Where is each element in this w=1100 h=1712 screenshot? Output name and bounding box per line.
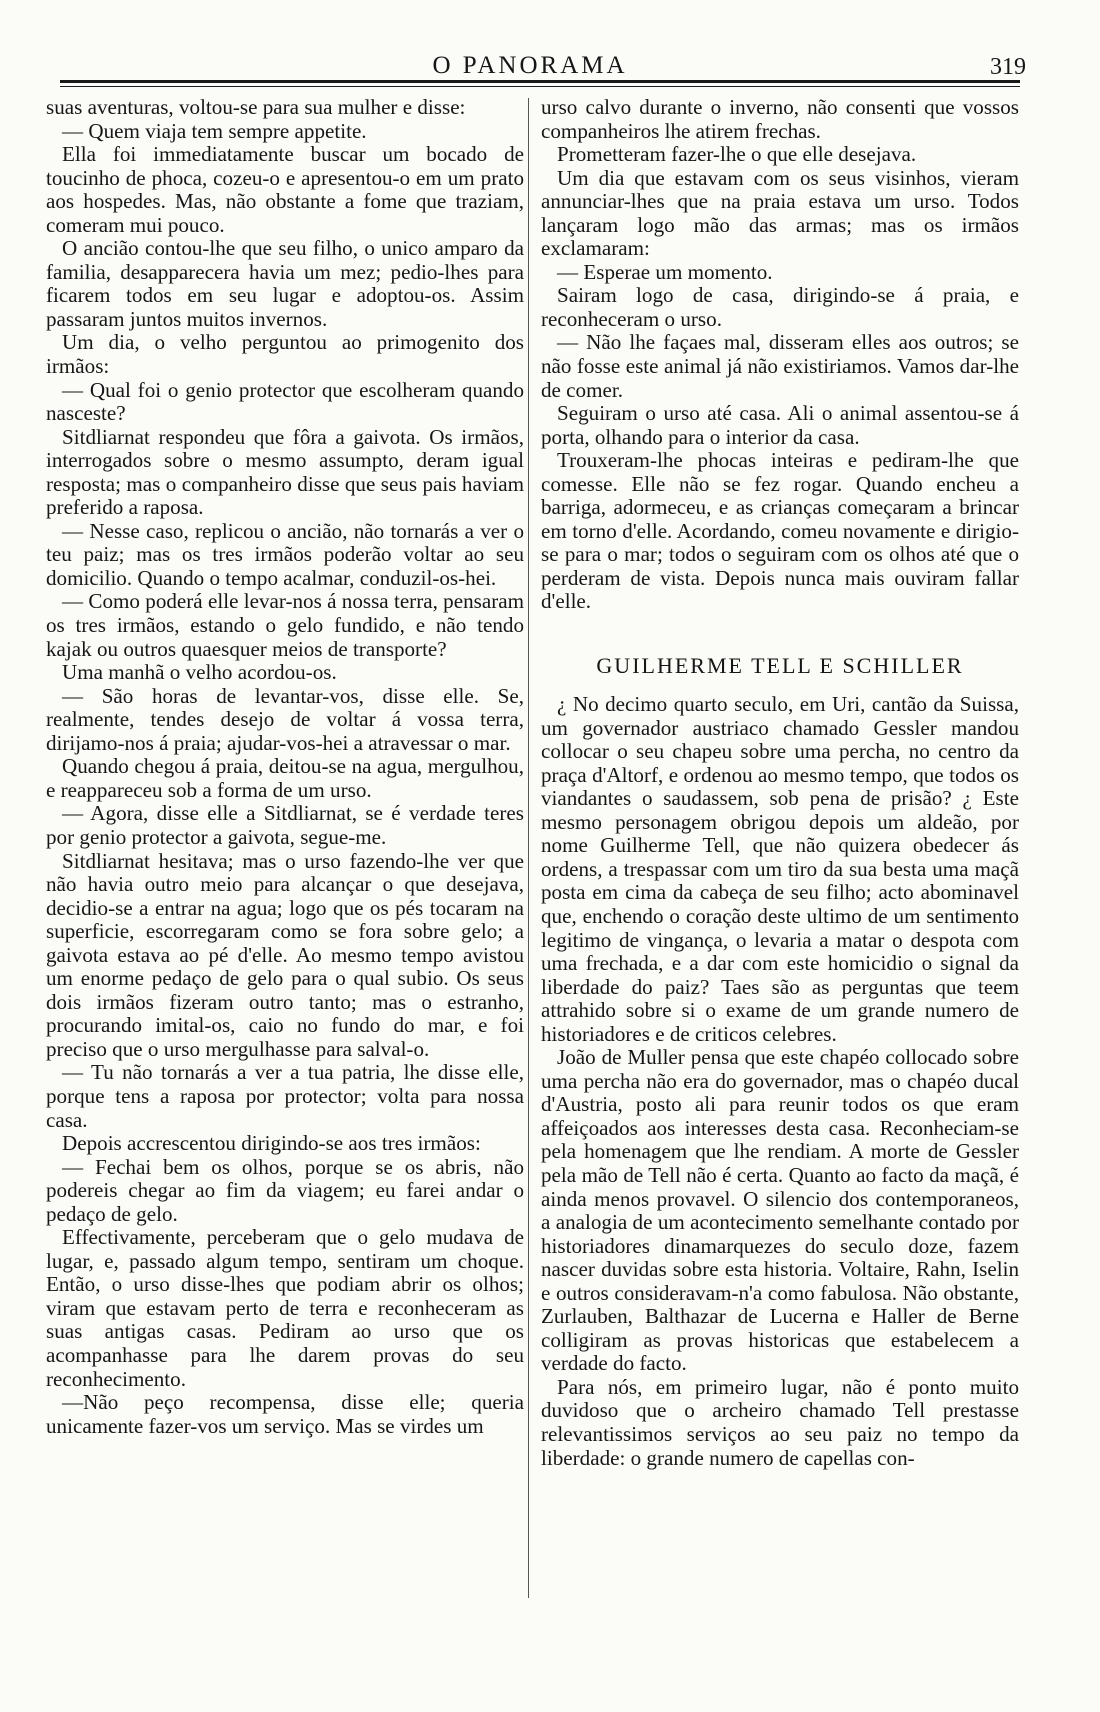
paragraph: Prometteram fazer-lhe o que elle desejava.	[557, 142, 917, 167]
paragraph: O ancião contou-lhe que seu filho, o unico amparo da familia, desapparecera havia um mez; pedio-lhes para ficarem todos em seu lugar e adoptou-os. Assim passaram juntos muitos invernos.	[46, 236, 524, 331]
paragraph: Depois accrescentou dirigindo-se aos tres irmãos:	[62, 1131, 481, 1156]
paragraph: urso calvo durante o inverno, não consenti que vossos companheiros lhe atirem frechas.	[541, 95, 1019, 143]
paragraph: João de Muller pensa que este chapéo collocado sobre uma percha não era do governador, mas o chapéo ducal d'Austria, posto ali para reunir todos os que eram affeiçoados aos interesses desta casa. Reconheciam-se pela homenagem que lhe rendiam. A morte de Gessler pela mão de Tell não é certa. Quanto ao facto da maçã, é ainda menos provavel. O silencio dos contemporaneos, a analogia de um acontecimento semelhante contado por historiadores dinamarquezes do seculo doze, fazem nascer duvidas sobre esta historia. Voltaire, Rahn, Iselin e outros consideravam-n'a como fabulosa. Não obstante, Zurlauben, Balthazar de Lucerna e Haller de Berne colligiram as provas historicas que estabelecem a verdade do facto.	[541, 1045, 1019, 1376]
paragraph: ¿ No decimo quarto seculo, em Uri, cantão da Suissa, um governador austriaco chamado Gessler mandou collocar o seu chapeu sobre uma percha, no centro da praça d'Altorf, e ordenou ao mesmo tempo, que todos os viandantes o saudassem, sob pena de prisão? ¿ Este mesmo personagem obrigou depois um aldeão, por nome Guilherme Tell, que não quizera obedecer ás ordens, a trespassar com um tiro da sua besta uma maçã posta em cima da cabeça de seu filho; acto abominavel que, enchendo o coração deste ultimo de um sentimento legitimo de vingança, o levaria a matar o despota com uma frechada, e a dar com este homicidio o signal da liberdade do paiz? Taes são as perguntas que teem attrahido sobre si o exame de um grande numero de historiadores e de criticos celebres.	[541, 692, 1019, 1046]
journal-title: O PANORAMA	[432, 52, 628, 79]
page-header	[40, 50, 1026, 84]
paragraph: Effectivamente, perceberam que o gelo mudava de lugar, e, passado algum tempo, sentiram um choque. Então, o urso disse-lhes que podiam abrir os olhos; viram que estavam perto de terra e reconheceram as suas antigas casas. Pediram ao urso que os acompanhasse para lhe darem provas do seu reconhecimento.	[46, 1225, 524, 1391]
paragraph: Ella foi immediatamente buscar um bocado de toucinho de phoca, cozeu-o e apresentou-o em um prato aos hospedes. Mas, não obstante a fome que traziam, comeram mui pouco.	[46, 142, 524, 237]
header-rule-thick	[60, 80, 1020, 83]
article-title: GUILHERME TELL E SCHILLER	[596, 653, 964, 679]
paragraph: Um dia que estavam com os seus visinhos, vieram annunciar-lhes que na praia estava um urso. Todos lançaram logo mão das armas; mas os irmãos exclamaram:	[541, 165, 1019, 261]
right-column	[541, 96, 1019, 1470]
paragraph: — Como poderá elle levar-nos á nossa terra, pensaram os tres irmãos, estando o gelo fundido, e não tendo kajak ou outros quaesquer meios de transporte?	[46, 589, 524, 661]
paragraph: — Não lhe façaes mal, disseram elles aos outros; se não fosse este animal já não existiriamos. Vamos dar-lhe de comer.	[541, 330, 1019, 402]
paragraph: — Qual foi o genio protector que escolheram quando nasceste?	[46, 377, 524, 426]
paragraph: Seguiram o urso até casa. Ali o animal assentou-se á porta, olhando para o interior da casa.	[541, 401, 1019, 449]
paragraph: — Esperae um momento.	[557, 259, 773, 284]
column-divider	[528, 98, 529, 1598]
paragraph: — São horas de levantar-vos, disse elle. Se, realmente, tendes desejo de voltar á vossa terra, dirijamo-nos á praia; ajudar-vos-hei a atravessar o mar.	[46, 683, 524, 755]
paragraph: suas aventuras, voltou-se para sua mulher e disse:	[46, 95, 466, 119]
paragraph: —Não peço recompensa, disse elle; queria unicamente fazer-vos um serviço. Mas se virdes um	[46, 1390, 524, 1438]
paragraph: — Nesse caso, replicou o ancião, não tornarás a ver o teu paiz; mas os tres irmãos poderão voltar ao seu domicilio. Quando o tempo acalmar, conduzil-os-hei.	[46, 518, 524, 590]
paragraph: Um dia, o velho perguntou ao primogenito dos irmãos:	[46, 330, 524, 379]
paragraph: Sitdliarnat hesitava; mas o urso fazendo-lhe ver que não havia outro meio para alcançar o que desejava, decidio-se a entrar na agua; logo que os pés tocaram na superficie, escorregaram como se fora sobre gelo; a gaivota estava ao pé d'elle. Ao mesmo tempo avistou um enorme pedaço de gelo para o qual subio. Os seus dois irmãos fizeram outro tanto; mas o estranho, procurando imital-os, caio no fundo do mar, e foi preciso que o urso mergulhasse para salval-o.	[46, 848, 524, 1061]
paragraph: — Tu não tornarás a ver a tua patria, lhe disse elle, porque tens a raposa por protector; volta para nossa casa.	[46, 1060, 524, 1132]
header-rule-thin	[60, 86, 1020, 87]
paragraph: Trouxeram-lhe phocas inteiras e pediram-lhe que comesse. Elle não se fez rogar. Quando encheu a barriga, adormeceu, e as crianças começaram a brincar em torno d'elle. Acordando, comeu novamente e dirigio-se para o mar; todos o seguiram com os olhos até que o perderam de vista. Depois nunca mais ouviram fallar d'elle.	[541, 448, 1019, 614]
right-column-text-before	[541, 96, 1019, 614]
paragraph: Sairam logo de casa, dirigindo-se á praia, e reconheceram o urso.	[541, 283, 1019, 331]
paragraph: Quando chegou á praia, deitou-se na agua, mergulhou, e reappareceu sob a forma de um urso.	[46, 754, 524, 802]
paragraph: — Agora, disse elle a Sitdliarnat, se é verdade teres por genio protector a gaivota, segue-me.	[46, 801, 524, 849]
left-column	[46, 96, 524, 1438]
paragraph: — Fechai bem os olhos, porque se os abris, não podereis chegar ao fim da viagem; eu farei andar o pedaço de gelo.	[46, 1154, 524, 1226]
page-number: 319	[990, 54, 1026, 80]
paragraph: Uma manhã o velho acordou-os.	[62, 660, 337, 685]
paragraph: — Quem viaja tem sempre appetite.	[62, 118, 367, 143]
right-column-text-after	[541, 693, 1019, 1470]
paragraph: Para nós, em primeiro lugar, não é ponto muito duvidoso que o archeiro chamado Tell prestasse relevantissimos serviços ao seu paiz no tempo da liberdade: o grande numero de capellas con-	[541, 1374, 1019, 1470]
paragraph: Sitdliarnat respondeu que fôra a gaivota. Os irmãos, interrogados sobre o mesmo assumpto, deram igual resposta; mas o companheiro disse que seus pais haviam preferido a raposa.	[46, 424, 524, 520]
